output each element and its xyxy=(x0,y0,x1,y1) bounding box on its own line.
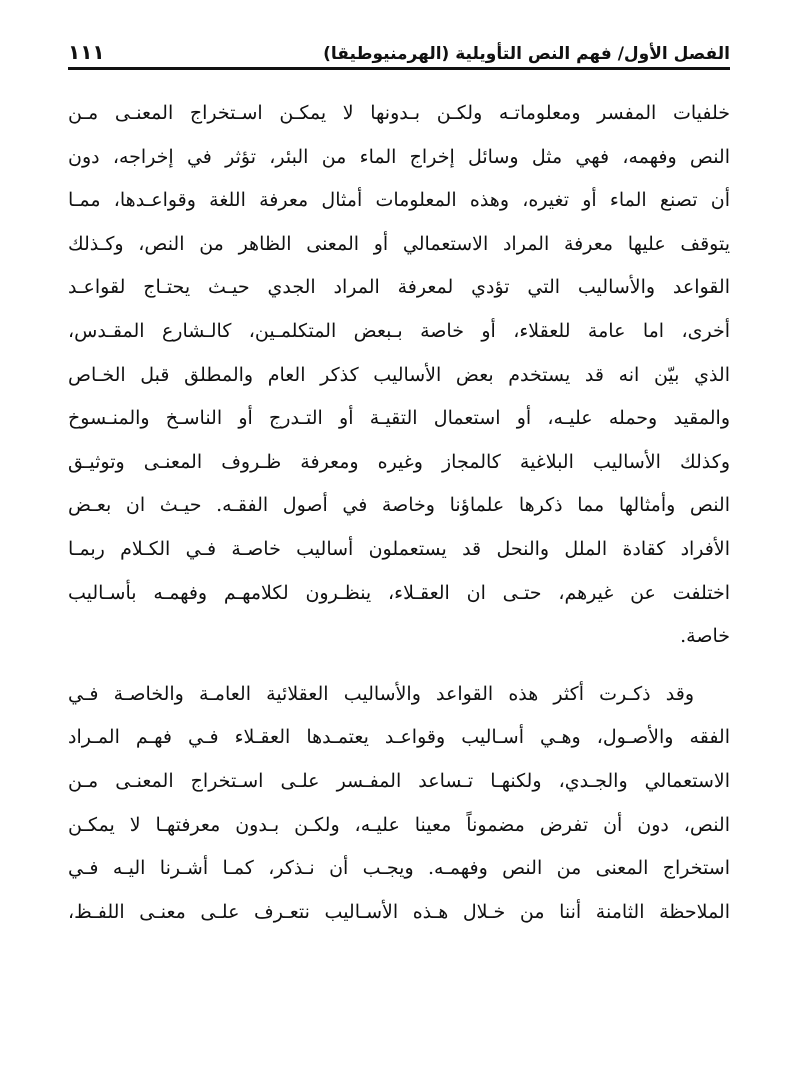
text-line: خلفيات المفسر ومعلوماتـه ولكـن بـدونها لا يمكـن اسـتخراج المعنـى مـن xyxy=(68,102,730,124)
text-line: النص وفهمه، فهي مثل وسائل إخراج الماء من البئر، تؤثر في إخراجه، دون xyxy=(68,145,730,168)
text-line: خاصة. xyxy=(680,625,730,648)
body-text xyxy=(68,92,730,934)
text-line: وقد ذكـرت أكثر هذه القواعد والأساليب العقلائية العامـة والخاصـة فـي xyxy=(68,682,694,705)
text-line: الملاحظة الثامنة أننا من خـلال هـذه الأسـاليب نتعـرف علـى معنـى اللفـظ، xyxy=(68,900,730,923)
text-line: القواعد والأساليب التي تؤدي لمعرفة المراد الجدي حيـث يحتـاج لقواعـد xyxy=(68,276,730,299)
running-header xyxy=(68,30,730,64)
text-line: النص، دون أن تفرض مضموناً معينا عليـه، ولكـن بـدون معرفتهـا لا يمكـن xyxy=(68,813,730,836)
text-line: أن تصنع الماء أو تغيره، وهذه المعلومات أمثال معرفة اللغة وقواعـدها، ممـا xyxy=(68,189,730,212)
text-line: أخرى، اما عامة للعقلاء، أو خاصة بـبعض المتكلمـين، كالـشارع المقـدس، xyxy=(68,319,730,342)
text-line: اختلفت عن غيرهم، حتـى ان العقـلاء، ينظـرون لكلامهـم وفهمـه بأسـاليب xyxy=(68,581,730,604)
text-line: الاستعمالي والجـدي، ولكنهـا تـساعد المفـسر علـى اسـتخراج المعنـى مـن xyxy=(68,769,730,792)
paragraph-gap xyxy=(68,659,730,673)
text-line: الأفراد كقادة الملل والنحل قد يستعملون أساليب خاصـة فـي الكـلام ربمـا xyxy=(68,537,730,560)
paragraph-2 xyxy=(68,673,730,935)
chapter-title: الفصل الأول/ فهم النص التأويلية (الهرمنيوطيقا) xyxy=(323,44,730,64)
text-line: استخراج المعنى من النص وفهمـه. ويجـب أن نـذكر، كمـا أشـرنا اليـه فـي xyxy=(68,857,730,880)
text-line: النص وأمثالها مما ذكرها علماؤنا وخاصة في أصول الفقـه. حيـث ان بعـض xyxy=(68,494,730,517)
text-line: وكذلك الأساليب البلاغية كالمجاز وغيره ومعرفة ظـروف المعنـى وتوثيـق xyxy=(68,450,730,473)
text-line: الفقه والأصـول، وهـي أسـاليب وقواعـد يعتمـدها العقـلاء فـي فهـم المـراد xyxy=(68,726,730,749)
text-line: الذي بيّن انه قد يستخدم بعض الأساليب كذكر العام والمطلق قبل الخـاص xyxy=(68,363,730,386)
page-number: ١١١ xyxy=(68,40,105,64)
text-line: والمقيد وحمله عليـه، أو استعمال التقيـة أو التـدرج أو الناسـخ والمنـسوخ xyxy=(68,407,730,430)
header-rule xyxy=(68,67,730,70)
text-line: يتوقف عليها معرفة المراد الاستعمالي أو المعنى الظاهر من النص، وكـذلك xyxy=(68,232,730,255)
paragraph-1 xyxy=(68,92,730,659)
